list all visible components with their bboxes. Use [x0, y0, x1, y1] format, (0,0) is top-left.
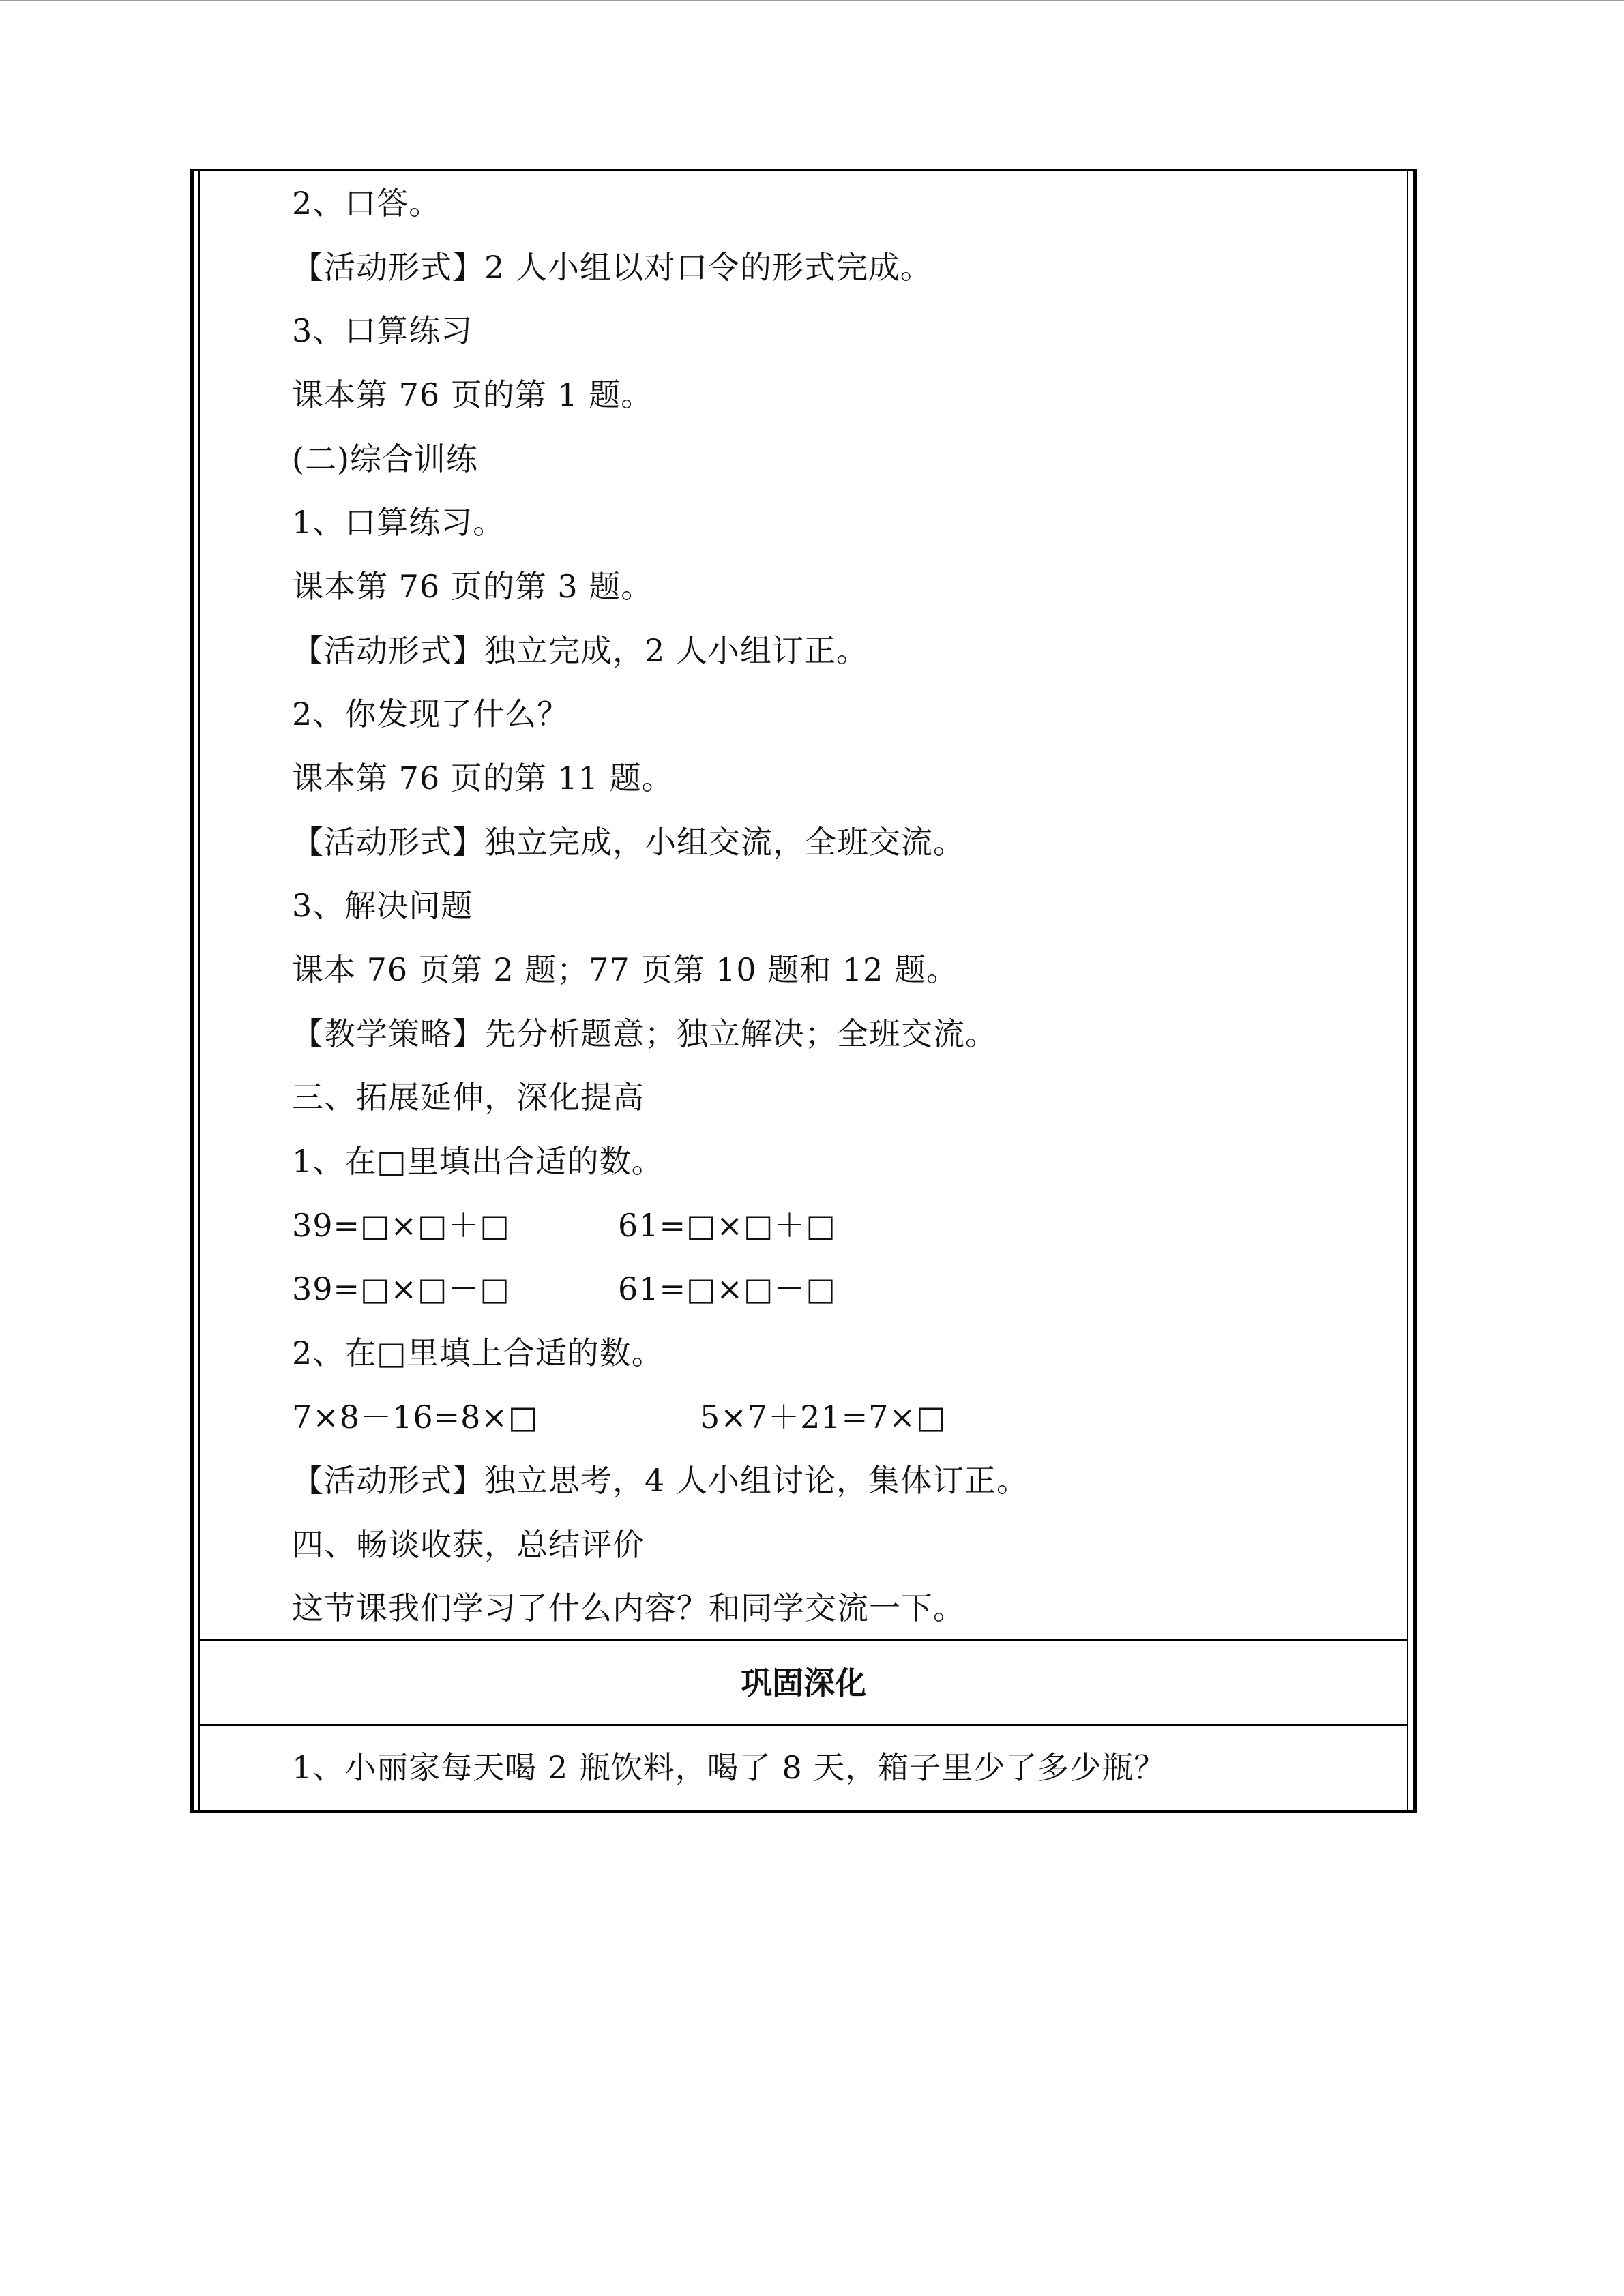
text-line-7: 课本第 76 页的第 3 题。 [292, 568, 653, 605]
exercise-1: 1、小丽家每天喝 2 瓶饮料，喝了 8 天，箱子里少了多少瓶？ [292, 1749, 1166, 1786]
text-line-11: 【活动形式】独立完成，小组交流，全班交流。 [292, 824, 965, 861]
text-line-after-3: 这节课我们学习了什么内容？和同学交流一下。 [292, 1590, 965, 1626]
text-line-9: 2、你发现了什么？ [292, 696, 570, 732]
table-border-bottom [190, 1810, 1417, 1813]
table-border-left-thin [198, 169, 200, 1813]
equation-b-left: 7×8－16=8×□ [292, 1399, 539, 1435]
table-border-left-thick [190, 169, 194, 1813]
lesson-table [190, 169, 1417, 1813]
text-line-fill-2: 2、在□里填上合适的数。 [292, 1335, 664, 1371]
text-line-after-2: 四、畅谈收获，总结评价 [292, 1526, 645, 1563]
text-line-10: 课本第 76 页的第 11 题。 [292, 760, 674, 796]
text-line-8: 【活动形式】独立完成，2 人小组订正。 [292, 632, 868, 669]
text-line-13: 课本 76 页第 2 题；77 页第 10 题和 12 题。 [292, 951, 958, 988]
equation-a-1-right: 61=□×□＋□ [618, 1207, 837, 1244]
text-line-4: 课本第 76 页的第 1 题。 [292, 376, 653, 413]
text-line-1: 2、口答。 [292, 185, 441, 222]
table-border-right-thin [1407, 169, 1408, 1813]
table-border-top [190, 169, 1417, 171]
row-divider-2 [200, 1724, 1407, 1726]
text-line-3: 3、口算练习 [292, 312, 473, 349]
text-line-15: 三、拓展延伸，深化提高 [292, 1079, 645, 1116]
text-line-14: 【教学策略】先分析题意；独立解决；全班交流。 [292, 1015, 997, 1052]
text-line-2: 【活动形式】2 人小组以对口令的形式完成。 [292, 249, 932, 286]
equation-a-2-left: 39=□×□－□ [292, 1270, 511, 1307]
text-line-6: 1、口算练习。 [292, 504, 505, 541]
text-line-12: 3、解决问题 [292, 887, 473, 924]
row-divider-1 [200, 1639, 1407, 1641]
text-line-16: 1、在□里填出合适的数。 [292, 1143, 664, 1180]
equation-a-1-left: 39=□×□＋□ [292, 1207, 511, 1244]
equation-b-right: 5×7＋21=7×□ [700, 1399, 947, 1435]
page-top-rule [0, 0, 1624, 1]
text-line-5: (二)综合训练 [292, 441, 478, 477]
table-border-right-thick [1413, 169, 1417, 1813]
section-title: 巩固深化 [741, 1665, 866, 1701]
equation-a-2-right: 61=□×□－□ [618, 1270, 837, 1307]
text-line-after-1: 【活动形式】独立思考，4 人小组讨论，集体订正。 [292, 1462, 1029, 1499]
